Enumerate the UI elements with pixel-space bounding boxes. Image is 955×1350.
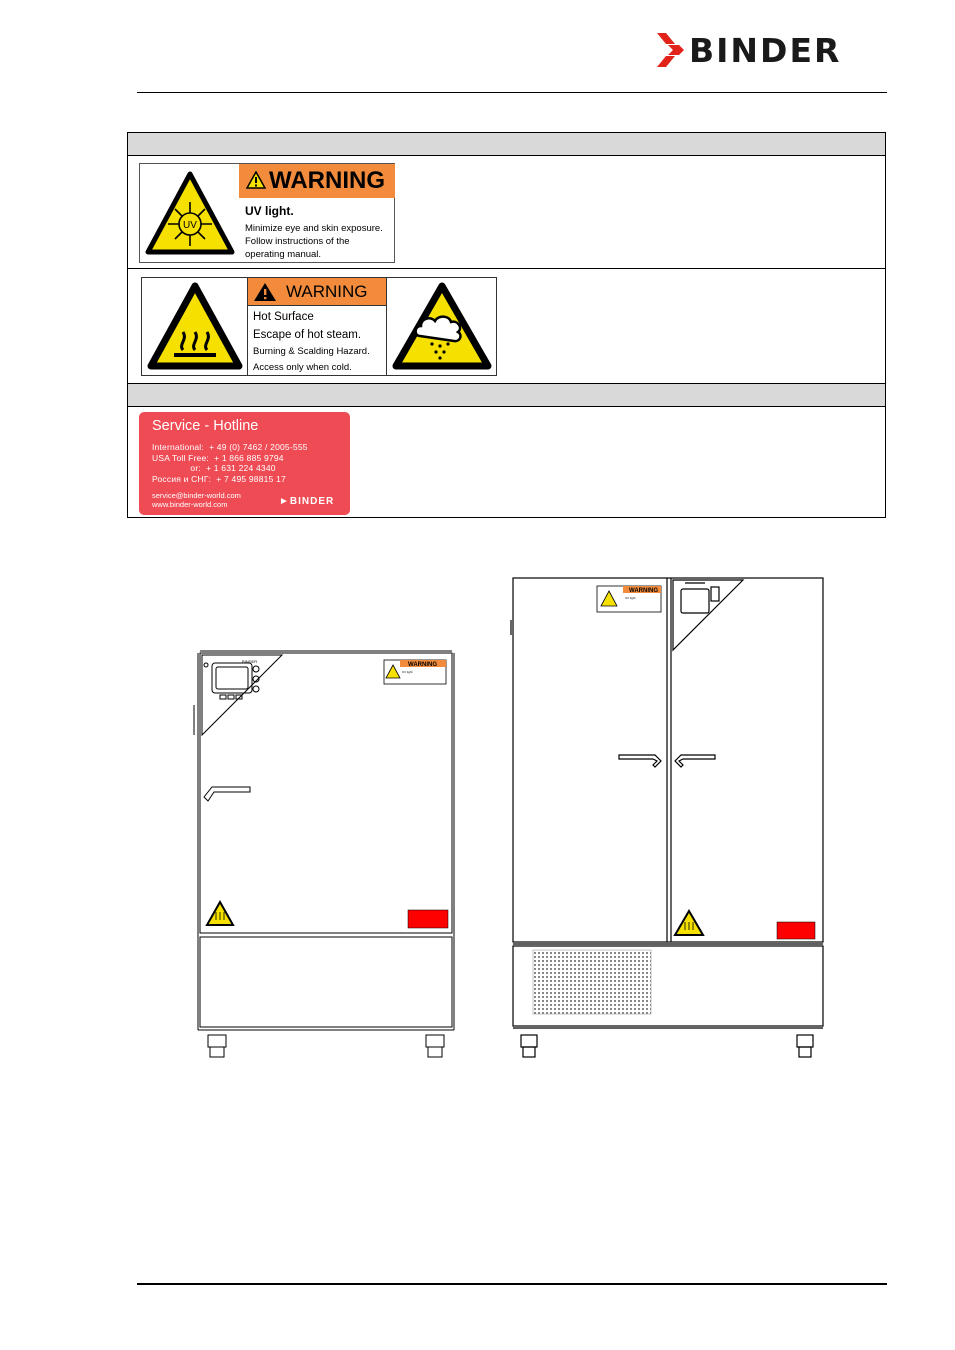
large-sticker-title: UV light [625, 596, 636, 600]
hot-surface-label [141, 277, 497, 376]
large-hot-surface-icon [675, 911, 703, 935]
service-hotline-label [139, 412, 350, 515]
large-sticker-heading: WARNING [629, 588, 658, 594]
brand-name: BINDER [689, 31, 842, 70]
hot-steam-icon [390, 280, 494, 372]
small-panel-brand: BINDER [242, 659, 258, 664]
service-brand [279, 496, 334, 507]
uv-warning-title: UV light. [245, 204, 294, 218]
uv-warning-text [245, 222, 395, 261]
large-service-sticker [777, 922, 815, 939]
hot-line: Escape of hot steam. [253, 329, 362, 341]
uv-line: Follow instructions of the [245, 236, 350, 247]
hot-surface-icon [146, 280, 244, 372]
service-email: service@binder-world.com [152, 491, 241, 500]
service-row: International: + 49 (0) 7462 / 2005-555 [152, 442, 308, 452]
service-row: USA Toll Free: + 1 866 885 9794 [152, 452, 284, 463]
small-sticker-title: UV light [402, 670, 413, 674]
small-hot-surface-icon [207, 902, 233, 925]
hot-line: Hot Surface [253, 311, 314, 323]
warning-triangle-icon [246, 171, 266, 189]
uv-warning-icon [142, 166, 238, 260]
service-brand-text: BINDER [289, 496, 335, 507]
ventilation-grille [533, 950, 651, 1014]
service-row: or: + 1 631 224 4340 [152, 463, 276, 473]
label-table [127, 132, 886, 518]
hot-warning-text-panel [247, 278, 387, 375]
small-chamber-drawing [190, 645, 460, 1065]
service-title: Service - Hotline [152, 418, 259, 434]
table-header-band [128, 133, 885, 156]
small-service-sticker [408, 910, 448, 928]
header-rule [137, 92, 887, 93]
service-contact [152, 491, 241, 509]
small-sticker-heading: WARNING [408, 662, 437, 668]
footer-rule [137, 1283, 887, 1285]
hot-warning-heading: WARNING [286, 282, 368, 301]
table-section-band [128, 383, 885, 407]
uv-warning-label [139, 163, 395, 263]
hot-warning-text [253, 308, 370, 376]
binder-logo-mark-icon [655, 30, 685, 70]
row-divider [128, 268, 885, 269]
uv-warning-header [239, 164, 395, 198]
large-chamber-drawing [505, 575, 830, 1065]
uv-line: operating manual. [245, 249, 322, 260]
service-website: www.binder-world.com [152, 500, 228, 509]
svg-text:UV: UV [183, 220, 197, 231]
service-row: Россия и СНГ: + 7 495 98815 17 [152, 473, 286, 484]
warning-triangle-icon [253, 282, 277, 302]
binder-mark-icon: ► [279, 496, 290, 507]
service-numbers [152, 442, 308, 484]
uv-warning-heading: WARNING [269, 167, 385, 194]
hot-warning-header [248, 278, 386, 306]
large-uv-sticker [597, 586, 661, 612]
binder-logo [655, 30, 890, 70]
uv-line: Minimize eye and skin exposure. [245, 223, 383, 234]
hot-line: Burning & Scalding Hazard. [253, 346, 370, 357]
hot-line: Access only when cold. [253, 362, 352, 373]
small-uv-sticker [384, 660, 446, 684]
